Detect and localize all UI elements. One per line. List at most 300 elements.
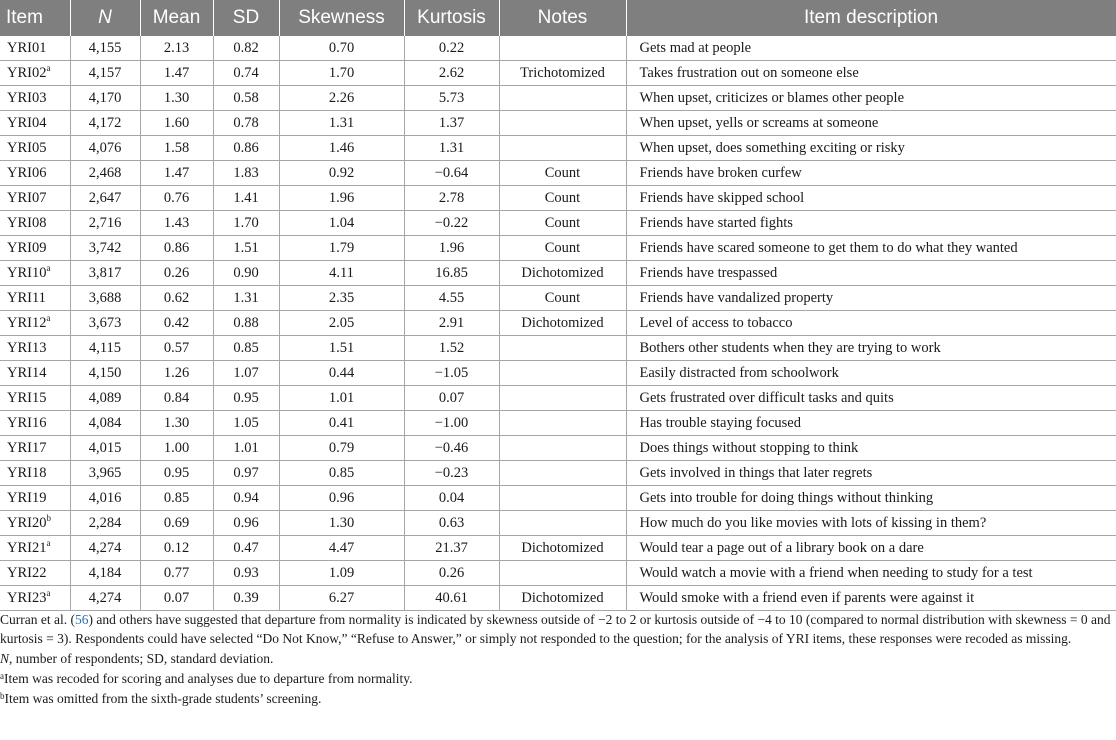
cell-skewness bbox=[279, 486, 404, 511]
cell-notes bbox=[499, 336, 626, 361]
cell-kurtosis-text: 1.31 bbox=[438, 139, 465, 156]
cell-skewness bbox=[279, 186, 404, 211]
cell-mean-text: 0.62 bbox=[163, 289, 190, 306]
footnote-a-mark: a bbox=[0, 671, 4, 681]
cell-sd-text: 0.47 bbox=[233, 539, 259, 556]
cell-kurtosis-text: 40.61 bbox=[435, 589, 468, 606]
cell-description bbox=[626, 311, 1116, 336]
cell-skewness bbox=[279, 336, 404, 361]
cell-skewness-text: 0.79 bbox=[328, 439, 355, 456]
cell-kurtosis bbox=[404, 361, 499, 386]
cell-sd-text: 1.01 bbox=[233, 439, 259, 456]
cell-kurtosis bbox=[404, 86, 499, 111]
cell-notes-text: Trichotomized bbox=[520, 64, 605, 81]
cell-item-text: YRI08 bbox=[7, 214, 47, 231]
cell-n-text: 3,965 bbox=[88, 464, 122, 481]
cell-sd-text: 0.95 bbox=[233, 389, 259, 406]
cell-item bbox=[0, 261, 70, 286]
cell-skewness bbox=[279, 211, 404, 236]
cell-n bbox=[70, 561, 140, 586]
header-n: N bbox=[70, 0, 140, 36]
cell-notes bbox=[499, 186, 626, 211]
cell-mean-text: 0.77 bbox=[163, 564, 190, 581]
cell-kurtosis-text: 0.04 bbox=[438, 489, 465, 506]
cell-kurtosis-text: 1.37 bbox=[438, 114, 465, 131]
cell-n-text: 4,076 bbox=[88, 139, 122, 156]
footnote-a-text: Item was recoded for scoring and analyses due to departure from normality. bbox=[4, 671, 413, 686]
cell-description-text: Gets into trouble for doing things without thinking bbox=[639, 489, 934, 506]
cell-description-text: Friends have scared someone to get them to do what they wanted bbox=[639, 239, 1018, 256]
cell-kurtosis-text: 21.37 bbox=[435, 539, 468, 556]
cell-n bbox=[70, 436, 140, 461]
cell-sd-text: 0.94 bbox=[233, 489, 259, 506]
cell-n-text: 4,172 bbox=[88, 114, 122, 131]
cell-n-text: 3,673 bbox=[88, 314, 122, 331]
cell-item bbox=[0, 386, 70, 411]
table-row bbox=[0, 36, 1116, 61]
cell-sd bbox=[213, 261, 279, 286]
cell-sd bbox=[213, 36, 279, 61]
cell-sd bbox=[213, 211, 279, 236]
header-notes: Notes bbox=[499, 0, 626, 36]
cell-sd-text: 1.51 bbox=[233, 239, 259, 256]
cell-sd bbox=[213, 86, 279, 111]
cell-kurtosis bbox=[404, 261, 499, 286]
cell-sd-text: 0.78 bbox=[233, 114, 259, 131]
cell-skewness-text: 1.31 bbox=[328, 114, 355, 131]
cell-kurtosis-text: 2.91 bbox=[438, 314, 465, 331]
cell-notes bbox=[499, 386, 626, 411]
cell-description bbox=[626, 211, 1116, 236]
cell-sd-text: 0.97 bbox=[233, 464, 259, 481]
cell-mean-text: 0.84 bbox=[163, 389, 190, 406]
cell-description bbox=[626, 236, 1116, 261]
cell-mean-text: 0.07 bbox=[163, 589, 190, 606]
cell-description bbox=[626, 361, 1116, 386]
cell-notes-text: Dichotomized bbox=[521, 264, 604, 281]
cell-mean-text: 0.76 bbox=[163, 189, 190, 206]
cell-notes-text: Dichotomized bbox=[521, 589, 604, 606]
cell-item-text: YRI16 bbox=[7, 414, 47, 431]
cell-skewness-text: 1.79 bbox=[328, 239, 355, 256]
cell-description bbox=[626, 536, 1116, 561]
cell-description-text: Has trouble staying focused bbox=[639, 414, 801, 431]
cell-kurtosis-text: −0.46 bbox=[434, 439, 469, 456]
cell-n-text: 4,155 bbox=[88, 39, 122, 56]
cell-sd bbox=[213, 336, 279, 361]
cell-description-text: Takes frustration out on someone else bbox=[639, 64, 859, 81]
cell-item bbox=[0, 186, 70, 211]
cell-kurtosis-text: −1.05 bbox=[434, 364, 469, 381]
cell-mean bbox=[140, 36, 213, 61]
cell-description bbox=[626, 111, 1116, 136]
cell-sd-text: 0.88 bbox=[233, 314, 259, 331]
cell-description-text: Gets frustrated over difficult tasks and quits bbox=[639, 389, 894, 406]
cell-sd-text: 0.90 bbox=[233, 264, 259, 281]
cell-skewness-text: 2.26 bbox=[328, 89, 355, 106]
cell-notes bbox=[499, 161, 626, 186]
cell-sd-text: 1.31 bbox=[233, 289, 259, 306]
table-row bbox=[0, 461, 1116, 486]
cell-kurtosis-text: 0.22 bbox=[438, 39, 465, 56]
cell-mean bbox=[140, 186, 213, 211]
reference-link[interactable]: 56 bbox=[74, 612, 89, 627]
cell-n-text: 4,274 bbox=[88, 589, 122, 606]
cell-n bbox=[70, 486, 140, 511]
cell-n-text: 4,184 bbox=[88, 564, 122, 581]
cell-item-text: YRI15 bbox=[7, 389, 47, 406]
cell-notes-text: Count bbox=[544, 289, 581, 306]
cell-sd bbox=[213, 461, 279, 486]
cell-sd bbox=[213, 436, 279, 461]
cell-mean-text: 1.47 bbox=[163, 164, 190, 181]
cell-skewness bbox=[279, 361, 404, 386]
table-row bbox=[0, 86, 1116, 111]
cell-mean-text: 0.95 bbox=[163, 464, 190, 481]
cell-kurtosis-text: −0.64 bbox=[434, 164, 469, 181]
cell-item-text: YRI11 bbox=[7, 289, 46, 306]
cell-n bbox=[70, 461, 140, 486]
cell-mean bbox=[140, 236, 213, 261]
cell-sd-text: 1.83 bbox=[233, 164, 259, 181]
cell-sd bbox=[213, 361, 279, 386]
cell-notes bbox=[499, 111, 626, 136]
table-row bbox=[0, 561, 1116, 586]
cell-n bbox=[70, 386, 140, 411]
cell-skewness-text: 1.09 bbox=[328, 564, 355, 581]
footnote-a bbox=[0, 669, 1116, 688]
cell-item bbox=[0, 561, 70, 586]
cell-kurtosis-text: −1.00 bbox=[434, 414, 469, 431]
cell-item bbox=[0, 511, 70, 536]
cell-description-text: Friends have broken curfew bbox=[639, 164, 802, 181]
cell-sd-text: 0.82 bbox=[233, 39, 259, 56]
cell-mean-text: 0.42 bbox=[163, 314, 190, 331]
cell-n bbox=[70, 361, 140, 386]
cell-mean-text: 0.57 bbox=[163, 339, 190, 356]
cell-description-text: Would watch a movie with a friend when needing to study for a test bbox=[639, 564, 1033, 581]
cell-sd bbox=[213, 111, 279, 136]
table-row bbox=[0, 411, 1116, 436]
cell-kurtosis-text: 4.55 bbox=[438, 289, 465, 306]
cell-kurtosis bbox=[404, 386, 499, 411]
cell-kurtosis bbox=[404, 586, 499, 611]
cell-sd bbox=[213, 186, 279, 211]
footnote-marker: a bbox=[46, 62, 51, 73]
cell-description-text: When upset, criticizes or blames other people bbox=[639, 89, 905, 106]
cell-item-text: YRI06 bbox=[7, 164, 47, 181]
cell-skewness bbox=[279, 61, 404, 86]
cell-notes bbox=[499, 311, 626, 336]
cell-skewness bbox=[279, 586, 404, 611]
cell-description bbox=[626, 586, 1116, 611]
cell-mean-text: 1.26 bbox=[163, 364, 190, 381]
cell-skewness bbox=[279, 236, 404, 261]
table-header-row bbox=[0, 0, 1116, 36]
cell-kurtosis-text: 16.85 bbox=[435, 264, 468, 281]
table-row bbox=[0, 586, 1116, 611]
cell-mean bbox=[140, 586, 213, 611]
cell-mean bbox=[140, 61, 213, 86]
cell-skewness bbox=[279, 436, 404, 461]
cell-skewness-text: 1.46 bbox=[328, 139, 355, 156]
cell-kurtosis bbox=[404, 286, 499, 311]
cell-kurtosis bbox=[404, 136, 499, 161]
header-item-description: Item description bbox=[626, 0, 1116, 36]
footnote-abbreviations bbox=[0, 649, 1116, 668]
cell-description-text: Would tear a page out of a library book on a dare bbox=[639, 539, 924, 556]
cell-item-text: YRI03 bbox=[7, 89, 47, 106]
cell-skewness bbox=[279, 461, 404, 486]
table-row bbox=[0, 211, 1116, 236]
cell-item bbox=[0, 161, 70, 186]
cell-notes bbox=[499, 486, 626, 511]
cell-description bbox=[626, 511, 1116, 536]
cell-n-text: 4,170 bbox=[88, 89, 122, 106]
cell-item-text: YRI18 bbox=[7, 464, 47, 481]
header-skewness: Skewness bbox=[279, 0, 404, 36]
cell-notes-text: Dichotomized bbox=[521, 539, 604, 556]
cell-description bbox=[626, 161, 1116, 186]
cell-item-text: YRI10 bbox=[7, 264, 47, 281]
table-row bbox=[0, 486, 1116, 511]
cell-item-text: YRI05 bbox=[7, 139, 47, 156]
cell-description-text: Does things without stopping to think bbox=[639, 439, 859, 456]
cell-mean bbox=[140, 386, 213, 411]
table-row bbox=[0, 436, 1116, 461]
table-footnotes bbox=[0, 610, 1116, 709]
cell-n bbox=[70, 286, 140, 311]
cell-item-text: YRI02 bbox=[7, 64, 47, 81]
cell-n bbox=[70, 61, 140, 86]
cell-skewness-text: 1.01 bbox=[328, 389, 355, 406]
cell-description bbox=[626, 86, 1116, 111]
cell-item-text: YRI04 bbox=[7, 114, 47, 131]
cell-description-text: Bothers other students when they are trying to work bbox=[639, 339, 941, 356]
cell-sd-text: 0.96 bbox=[233, 514, 259, 531]
footnote-text: Curran et al. ( bbox=[0, 612, 75, 627]
cell-skewness-text: 0.85 bbox=[328, 464, 355, 481]
cell-notes bbox=[499, 236, 626, 261]
cell-skewness-text: 1.51 bbox=[328, 339, 355, 356]
cell-notes bbox=[499, 586, 626, 611]
cell-n-text: 2,716 bbox=[88, 214, 122, 231]
cell-description-text: Gets involved in things that later regrets bbox=[639, 464, 873, 481]
cell-item-text: YRI19 bbox=[7, 489, 47, 506]
cell-mean-text: 1.43 bbox=[163, 214, 190, 231]
cell-kurtosis bbox=[404, 561, 499, 586]
cell-kurtosis-text: 0.07 bbox=[438, 389, 465, 406]
cell-description bbox=[626, 261, 1116, 286]
cell-mean bbox=[140, 136, 213, 161]
cell-skewness bbox=[279, 411, 404, 436]
cell-item bbox=[0, 411, 70, 436]
header-kurtosis: Kurtosis bbox=[404, 0, 499, 36]
cell-kurtosis bbox=[404, 236, 499, 261]
cell-mean bbox=[140, 461, 213, 486]
cell-sd-text: 1.05 bbox=[233, 414, 259, 431]
cell-notes bbox=[499, 286, 626, 311]
cell-kurtosis-text: 2.78 bbox=[438, 189, 465, 206]
cell-skewness-text: 1.96 bbox=[328, 189, 355, 206]
cell-mean bbox=[140, 111, 213, 136]
cell-notes bbox=[499, 211, 626, 236]
cell-mean-text: 0.26 bbox=[163, 264, 190, 281]
cell-item-text: YRI12 bbox=[7, 314, 47, 331]
cell-sd bbox=[213, 236, 279, 261]
cell-description-text: Friends have started fights bbox=[639, 214, 793, 231]
cell-item-text: YRI13 bbox=[7, 339, 47, 356]
cell-notes-text: Dichotomized bbox=[521, 314, 604, 331]
cell-skewness bbox=[279, 536, 404, 561]
cell-n-text: 4,015 bbox=[88, 439, 122, 456]
cell-n-text: 3,742 bbox=[88, 239, 122, 256]
cell-item bbox=[0, 436, 70, 461]
cell-mean bbox=[140, 161, 213, 186]
cell-n-text: 4,016 bbox=[88, 489, 122, 506]
cell-sd-text: 1.70 bbox=[233, 214, 259, 231]
cell-kurtosis bbox=[404, 36, 499, 61]
table-row bbox=[0, 236, 1116, 261]
cell-item bbox=[0, 136, 70, 161]
cell-skewness bbox=[279, 511, 404, 536]
cell-sd-text: 0.85 bbox=[233, 339, 259, 356]
footnote-b bbox=[0, 689, 1116, 708]
cell-skewness bbox=[279, 86, 404, 111]
cell-mean bbox=[140, 311, 213, 336]
cell-sd bbox=[213, 136, 279, 161]
footnote-text: ) and others have suggested that departure from normality is indicated by skewness outside of −2 to 2 or kurtosis outside of −4 to 10 (compared to normal distribution with skewness = 0 and kurtosis = 3). Respondents could have selected “Do Not Know,” “Refuse to Answer,” or simply not responded to the question; for the analysis of YRI items, these responses were recoded as missing. bbox=[0, 612, 1111, 646]
cell-sd bbox=[213, 486, 279, 511]
cell-mean bbox=[140, 536, 213, 561]
cell-n bbox=[70, 411, 140, 436]
cell-skewness-text: 0.92 bbox=[328, 164, 355, 181]
cell-notes-text: Count bbox=[544, 189, 581, 206]
cell-mean bbox=[140, 336, 213, 361]
cell-description bbox=[626, 136, 1116, 161]
cell-description bbox=[626, 186, 1116, 211]
cell-kurtosis-text: −0.22 bbox=[434, 214, 469, 231]
cell-mean-text: 0.86 bbox=[163, 239, 190, 256]
cell-skewness bbox=[279, 36, 404, 61]
cell-item bbox=[0, 461, 70, 486]
table-row bbox=[0, 336, 1116, 361]
cell-n-text: 4,084 bbox=[88, 414, 122, 431]
cell-description-text: Friends have vandalized property bbox=[639, 289, 834, 306]
cell-description bbox=[626, 486, 1116, 511]
cell-kurtosis bbox=[404, 436, 499, 461]
cell-skewness bbox=[279, 311, 404, 336]
table-row bbox=[0, 61, 1116, 86]
cell-n bbox=[70, 536, 140, 561]
cell-mean-text: 0.12 bbox=[163, 539, 190, 556]
cell-mean-text: 1.30 bbox=[163, 414, 190, 431]
cell-sd-text: 0.86 bbox=[233, 139, 259, 156]
cell-skewness bbox=[279, 161, 404, 186]
cell-kurtosis bbox=[404, 61, 499, 86]
cell-mean bbox=[140, 361, 213, 386]
cell-mean bbox=[140, 286, 213, 311]
cell-kurtosis bbox=[404, 486, 499, 511]
table-row bbox=[0, 311, 1116, 336]
cell-kurtosis-text: 2.62 bbox=[438, 64, 465, 81]
cell-sd bbox=[213, 511, 279, 536]
cell-n-text: 3,817 bbox=[88, 264, 122, 281]
cell-sd bbox=[213, 61, 279, 86]
cell-mean-text: 1.58 bbox=[163, 139, 190, 156]
cell-sd-text: 0.39 bbox=[233, 589, 259, 606]
cell-n-text: 4,274 bbox=[88, 539, 122, 556]
cell-item bbox=[0, 211, 70, 236]
cell-skewness-text: 2.05 bbox=[328, 314, 355, 331]
cell-kurtosis bbox=[404, 461, 499, 486]
cell-item bbox=[0, 536, 70, 561]
cell-description-text: Gets mad at people bbox=[639, 39, 752, 56]
cell-n-text: 4,150 bbox=[88, 364, 122, 381]
footnote-marker: a bbox=[46, 587, 51, 598]
table-row bbox=[0, 286, 1116, 311]
cell-sd bbox=[213, 561, 279, 586]
table-row bbox=[0, 536, 1116, 561]
cell-description bbox=[626, 61, 1116, 86]
header-mean: Mean bbox=[140, 0, 213, 36]
cell-description-text: Friends have skipped school bbox=[639, 189, 805, 206]
cell-item bbox=[0, 336, 70, 361]
cell-skewness bbox=[279, 111, 404, 136]
cell-n-text: 4,089 bbox=[88, 389, 122, 406]
footnote-b-mark: b bbox=[0, 691, 5, 701]
cell-kurtosis bbox=[404, 111, 499, 136]
cell-description-text: Easily distracted from schoolwork bbox=[639, 364, 839, 381]
cell-mean bbox=[140, 561, 213, 586]
cell-notes bbox=[499, 536, 626, 561]
table-row bbox=[0, 111, 1116, 136]
cell-n bbox=[70, 186, 140, 211]
cell-skewness-text: 0.44 bbox=[328, 364, 355, 381]
cell-item bbox=[0, 86, 70, 111]
cell-description-text: Level of access to tobacco bbox=[639, 314, 793, 331]
abbrev-n: N bbox=[0, 651, 10, 666]
cell-item-text: YRI09 bbox=[7, 239, 47, 256]
cell-skewness-text: 1.30 bbox=[328, 514, 355, 531]
cell-kurtosis-text: 0.26 bbox=[438, 564, 465, 581]
cell-n bbox=[70, 336, 140, 361]
cell-sd-text: 0.58 bbox=[233, 89, 259, 106]
cell-description-text: Friends have trespassed bbox=[639, 264, 778, 281]
footnote-marker: b bbox=[46, 512, 51, 523]
cell-mean bbox=[140, 436, 213, 461]
cell-item-text: YRI20 bbox=[7, 514, 47, 531]
cell-skewness-text: 1.70 bbox=[328, 64, 355, 81]
cell-skewness-text: 0.70 bbox=[328, 39, 355, 56]
header-sd: SD bbox=[213, 0, 279, 36]
cell-skewness-text: 2.35 bbox=[328, 289, 355, 306]
cell-item-text: YRI21 bbox=[7, 539, 47, 556]
cell-skewness-text: 4.11 bbox=[329, 264, 354, 281]
cell-notes bbox=[499, 361, 626, 386]
cell-item bbox=[0, 61, 70, 86]
cell-n bbox=[70, 161, 140, 186]
cell-skewness bbox=[279, 136, 404, 161]
cell-mean-text: 2.13 bbox=[163, 39, 190, 56]
cell-kurtosis-text: 1.52 bbox=[438, 339, 465, 356]
cell-kurtosis bbox=[404, 161, 499, 186]
cell-mean-text: 1.60 bbox=[163, 114, 190, 131]
cell-n-text: 2,647 bbox=[88, 189, 122, 206]
cell-notes bbox=[499, 61, 626, 86]
cell-mean bbox=[140, 486, 213, 511]
cell-sd-text: 0.93 bbox=[233, 564, 259, 581]
